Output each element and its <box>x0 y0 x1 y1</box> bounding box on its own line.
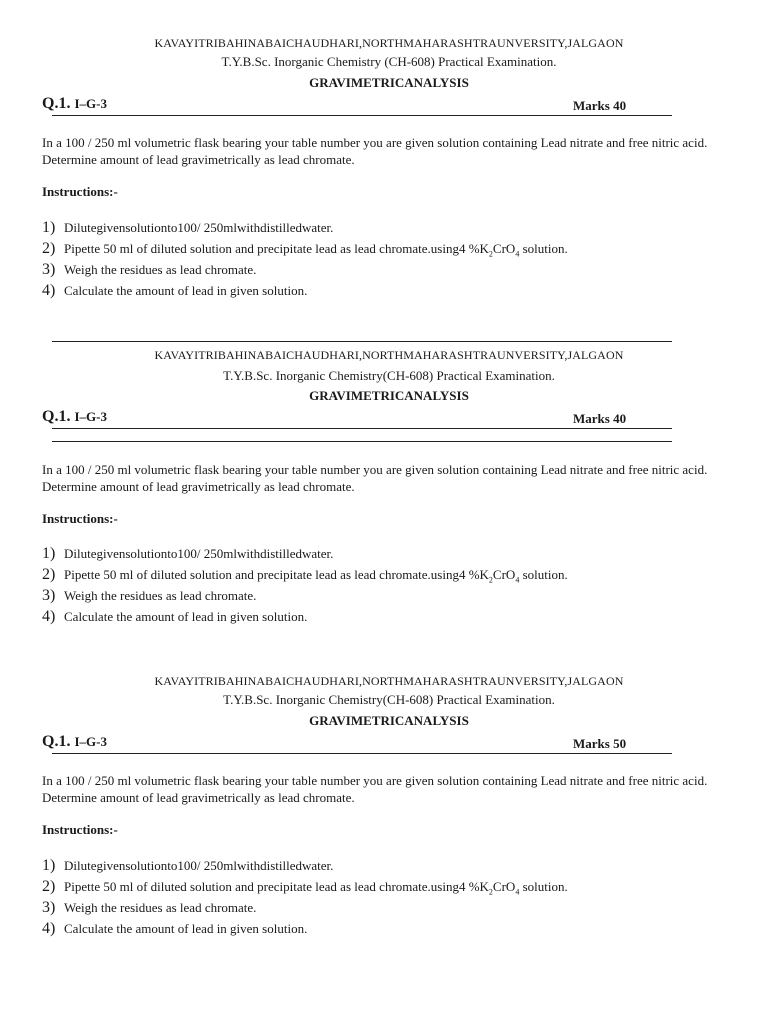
instructions-heading: Instructions:- <box>42 822 118 837</box>
course-title: T.Y.B.Sc. Inorganic Chemistry (CH-608) Practical Examination. <box>221 54 557 69</box>
instruction-step: 2) Pipette 50 ml of diluted solution and precipitate lead as lead chromate.using4 $\%K_2CrO_4$ solution. <box>42 240 568 259</box>
question-code: I–G-3 <box>74 96 107 111</box>
paper-title: GRAVIMETRICANALYSIS <box>309 713 469 728</box>
instruction-step: 4) Calculate the amount of lead in given solution. <box>42 920 308 937</box>
instruction-step: 3) Weigh the residues as lead chromate. <box>42 899 257 916</box>
problem-statement: In a 100 / 250 ml volumetric flask bearing your table number you are given solution containing Lead nitrate and free nitric acid. Determine amount of lead gravimetrically as lead chromate. <box>42 135 708 167</box>
instruction-step: 1) Dilutegivensolutionto100/ 250mlwithdistilledwater. <box>42 857 334 874</box>
question-label: Q.1. I–G-3 <box>42 95 107 112</box>
question-row <box>42 95 672 115</box>
divider <box>52 753 672 754</box>
university-name: KAVAYITRIBAHINABAICHAUDHARI,NORTHMAHARASHTRAUNVERSITY,JALGAON <box>154 674 624 688</box>
instruction-step: 2) Pipette 50 ml of diluted solution and precipitate lead as lead chromate.using4 $\%K_2CrO_4$ solution. <box>42 878 568 897</box>
problem-statement: In a 100 / 250 ml volumetric flask bearing your table number you are given solution containing Lead nitrate and free nitric acid. Determine amount of lead gravimetrically as lead chromate. <box>42 773 708 805</box>
section-separator <box>52 341 672 342</box>
marks-label: Marks 40 <box>573 98 627 113</box>
instructions-heading: Instructions:- <box>42 511 118 526</box>
instruction-step: 3) Weigh the residues as lead chromate. <box>42 261 257 278</box>
divider <box>52 428 672 429</box>
instruction-step: 3) Weigh the residues as lead chromate. <box>42 587 257 604</box>
instruction-step: 2) Pipette 50 ml of diluted solution and precipitate lead as lead chromate.using4 $\%K_2CrO_4$ solution. <box>42 566 568 585</box>
paper-title: GRAVIMETRICANALYSIS <box>309 75 469 90</box>
question-label: Q.1. I–G-3 <box>42 408 107 425</box>
question-label: Q.1. I–G-3 <box>42 733 107 750</box>
university-name: KAVAYITRIBAHINABAICHAUDHARI,NORTHMAHARASHTRAUNVERSITY,JALGAON <box>154 36 624 50</box>
instruction-step: 4) Calculate the amount of lead in given solution. <box>42 608 308 625</box>
instruction-step: 1) Dilutegivensolutionto100/ 250mlwithdistilledwater. <box>42 219 334 236</box>
instruction-step: 4) Calculate the amount of lead in given solution. <box>42 282 308 299</box>
divider <box>52 441 672 442</box>
course-title: T.Y.B.Sc. Inorganic Chemistry(CH-608) Practical Examination. <box>223 368 555 383</box>
problem-statement: In a 100 / 250 ml volumetric flask bearing your table number you are given solution containing Lead nitrate and free nitric acid. Determine amount of lead gravimetrically as lead chromate. <box>42 462 708 494</box>
question-code: I–G-3 <box>74 409 107 424</box>
marks-label: Marks 40 <box>573 411 627 426</box>
divider <box>52 115 672 116</box>
paper-title: GRAVIMETRICANALYSIS <box>309 388 469 403</box>
instructions-heading: Instructions:- <box>42 184 118 199</box>
instruction-step: 1) Dilutegivensolutionto100/ 250mlwithdistilledwater. <box>42 545 334 562</box>
marks-label: Marks 50 <box>573 736 627 751</box>
course-title: T.Y.B.Sc. Inorganic Chemistry(CH-608) Practical Examination. <box>223 692 555 707</box>
question-row <box>42 408 672 428</box>
question-code: I–G-3 <box>74 734 107 749</box>
question-row <box>42 733 672 753</box>
university-name: KAVAYITRIBAHINABAICHAUDHARI,NORTHMAHARASHTRAUNVERSITY,JALGAON <box>154 348 624 362</box>
